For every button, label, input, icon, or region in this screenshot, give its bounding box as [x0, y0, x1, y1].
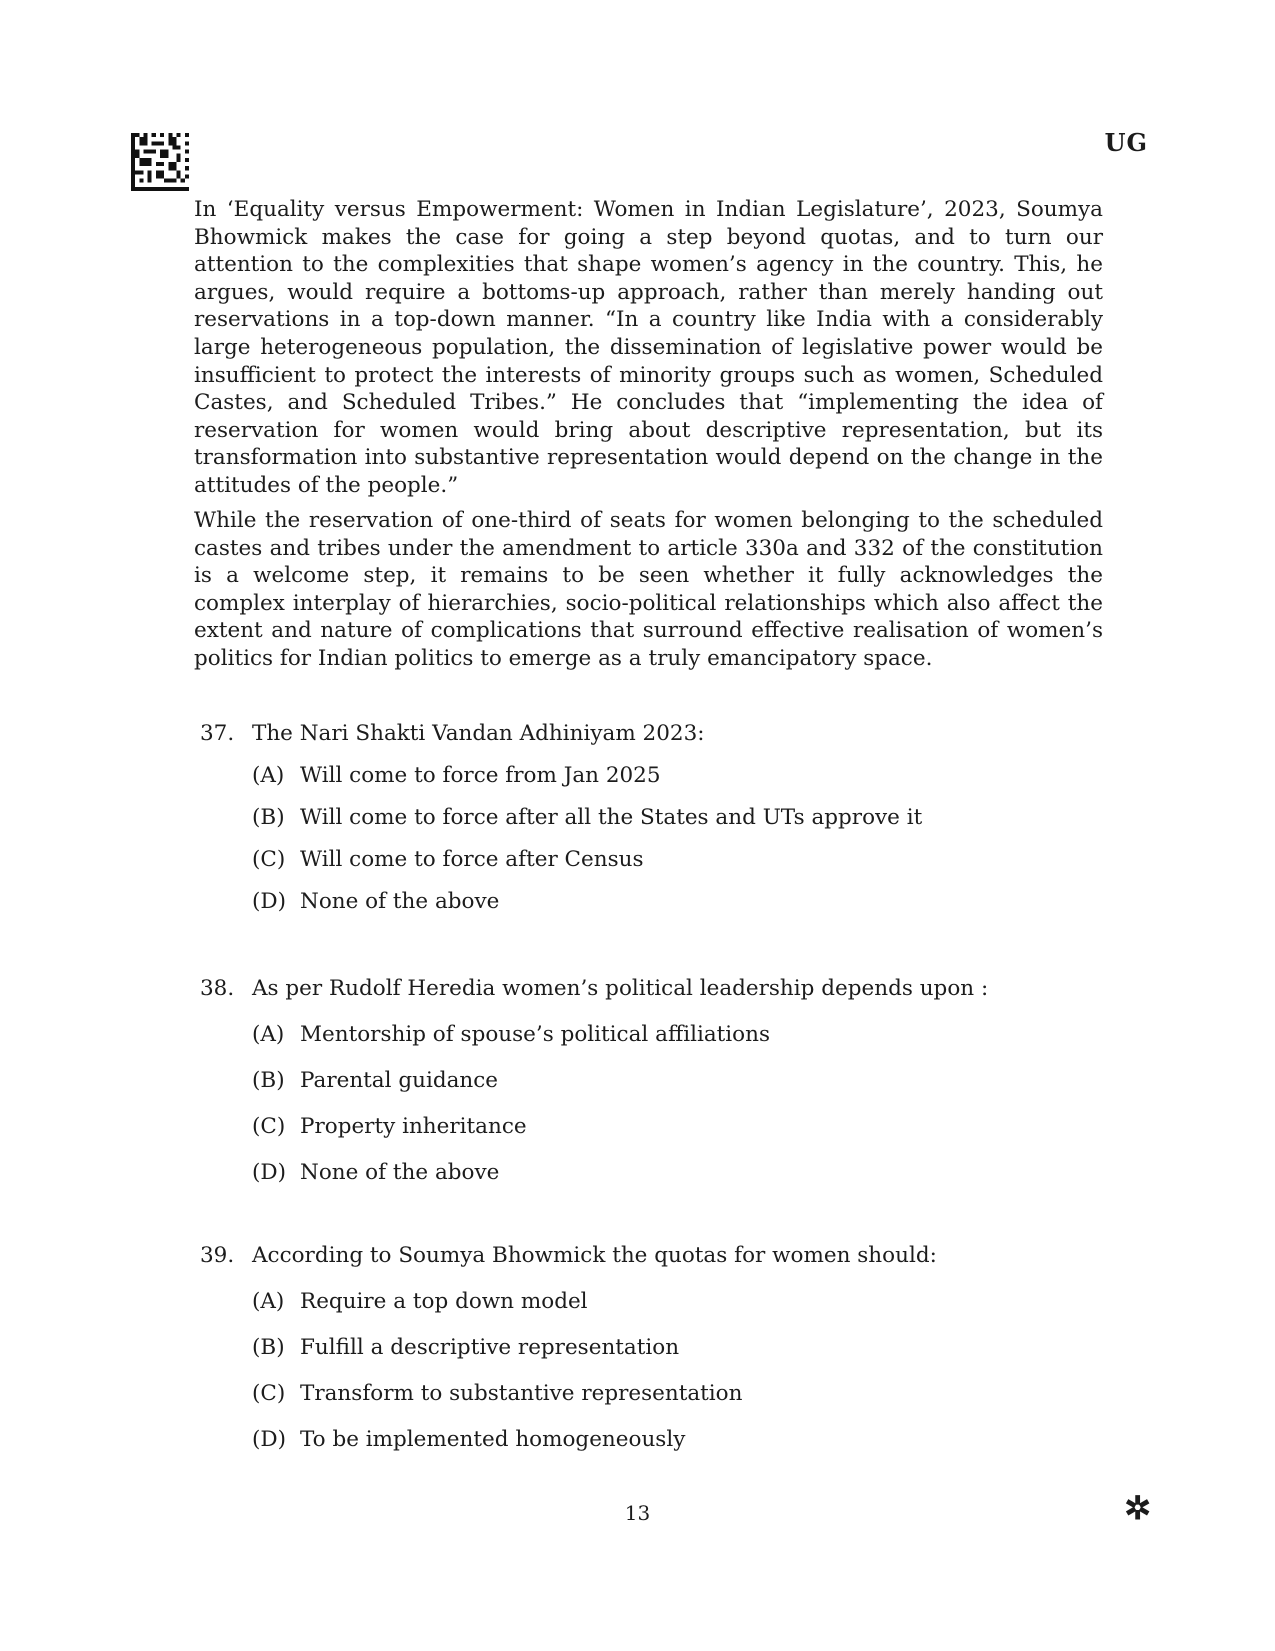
answer-option	[200, 889, 1100, 919]
option-text: Transform to substantive representation	[300, 1381, 743, 1406]
option-text: Mentorship of spouse’s political affiliations	[300, 1022, 771, 1047]
option-text: Will come to force after all the States and UTs approve it	[300, 805, 923, 830]
answer-option	[200, 1022, 1100, 1052]
option-label: (B)	[252, 1068, 285, 1093]
option-label: (B)	[252, 805, 285, 830]
question	[200, 976, 1100, 1190]
option-label: (C)	[252, 847, 286, 872]
page-number: 13	[624, 1501, 651, 1525]
answer-option	[200, 1068, 1100, 1098]
answer-option	[200, 1114, 1100, 1144]
star-mark-icon: ✲	[1124, 1489, 1151, 1527]
paper-code: UG	[1104, 128, 1148, 157]
option-text: Require a top down model	[300, 1289, 588, 1314]
answer-option	[200, 1381, 1100, 1411]
option-text: To be implemented homogeneously	[300, 1427, 686, 1452]
option-label: (B)	[252, 1335, 285, 1360]
answer-option	[200, 1160, 1100, 1190]
option-label: (C)	[252, 1114, 286, 1139]
option-text: None of the above	[300, 889, 500, 914]
option-label: (D)	[252, 889, 287, 914]
question-number: 38.	[200, 976, 235, 1001]
question-number: 39.	[200, 1243, 235, 1268]
datamatrix-icon	[131, 133, 189, 191]
passage-paragraph: In ‘Equality versus Empowerment: Women in Indian Legislature’, 2023, Soumya Bhowmick makes the case for going a step beyond quotas, and to turn our attention to the complexities that shape women’s agency in the country. This, he argues, would require a bottoms-up approach, rather than merely handing out reservations in a top-down manner. “In a country like India with a considerably large heterogeneous population, the dissemination of legislative power would be insufficient to protect the interests of minority groups such as women, Scheduled Castes, and Scheduled Tribes.” He concludes that “implementing the idea of reservation for women would bring about descriptive representation, but its transformation into substantive representation would depend on the change in the attitudes of the people.”	[194, 197, 1103, 498]
option-label: (D)	[252, 1427, 287, 1452]
question-text: The Nari Shakti Vandan Adhiniyam 2023:	[252, 721, 705, 746]
answer-option	[200, 763, 1100, 793]
option-label: (A)	[252, 1289, 285, 1314]
question-text: As per Rudolf Heredia women’s political leadership depends upon :	[252, 976, 989, 1001]
option-label: (A)	[252, 1022, 285, 1047]
option-label: (C)	[252, 1381, 286, 1406]
answer-option	[200, 847, 1100, 877]
answer-option	[200, 1289, 1100, 1319]
answer-option	[200, 1427, 1100, 1457]
option-text: Parental guidance	[300, 1068, 499, 1093]
option-label: (A)	[252, 763, 285, 788]
answer-option	[200, 805, 1100, 835]
passage-paragraph: While the reservation of one-third of seats for women belonging to the scheduled castes and tribes under the amendment to article 330a and 332 of the constitution is a welcome step, it remains to be seen whether it fully acknowledges the complex interplay of hierarchies, socio-political relationships which also affect the extent and nature of complications that surround effective realisation of women’s politics for Indian politics to emerge as a truly emancipatory space.	[194, 508, 1103, 671]
question-text: According to Soumya Bhowmick the quotas for women should:	[252, 1243, 937, 1268]
option-text: None of the above	[300, 1160, 500, 1185]
question-number: 37.	[200, 721, 235, 746]
question	[200, 721, 1100, 919]
option-text: Fulfill a descriptive representation	[300, 1335, 680, 1360]
option-label: (D)	[252, 1160, 287, 1185]
answer-option	[200, 1335, 1100, 1365]
option-text: Property inheritance	[300, 1114, 527, 1139]
question	[200, 1243, 1100, 1457]
option-text: Will come to force after Census	[300, 847, 644, 872]
option-text: Will come to force from Jan 2025	[300, 763, 661, 788]
